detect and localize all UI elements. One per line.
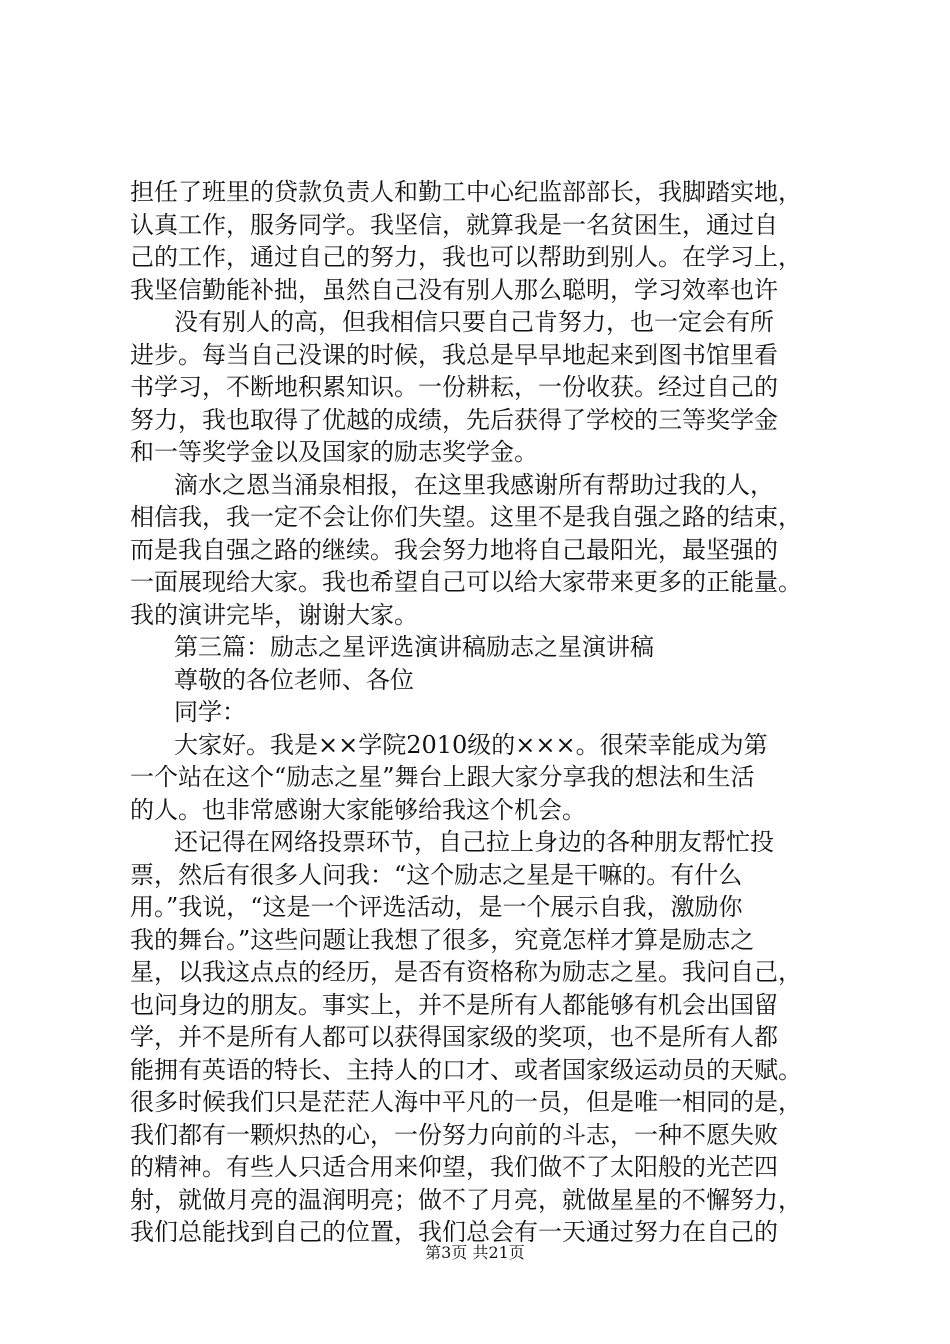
text-line: 我们都有一颗炽热的心，一份努力向前的斗志，一种不愿失败 — [130, 1120, 778, 1149]
text-line: 担任了班里的贷款负责人和勤工中心纪监部部长，我脚踏实地， — [130, 178, 802, 206]
text-line: 还记得在网络投票环节，自己拉上身边的各种朋友帮忙投 — [174, 828, 774, 856]
section-heading: 第三篇：励志之星评选演讲稿励志之星演讲稿 — [174, 633, 654, 661]
text-line: 射，就做月亮的温润明亮；做不了月亮，就做星星的不懈努力， — [130, 1185, 802, 1214]
text-line: 我的演讲完毕，谢谢大家。 — [130, 600, 418, 629]
text-line: 己的工作，通过自己的努力，我也可以帮助到别人。在学习上， — [130, 243, 802, 271]
text-line: 星，以我这点点的经历，是否有资格称为励志之星。我问自己， — [130, 958, 802, 986]
text-line: 学，并不是所有人都可以获得国家级的奖项，也不是所有人都 — [130, 1023, 778, 1051]
salutation-line: 同学： — [174, 698, 246, 726]
text-line: 我坚信勤能补拙，虽然自己没有别人那么聪明，学习效率也许 — [130, 275, 778, 304]
text-line: 认真工作，服务同学。我坚信，就算我是一名贫困生，通过自 — [130, 210, 778, 239]
text-line: 用。”我说，“这是一个评选活动，是一个展示自我，激励你 — [130, 893, 743, 921]
body-text — [130, 176, 830, 1249]
text-line: 的精神。有些人只适合用来仰望，我们做不了太阳般的光芒四 — [130, 1153, 778, 1181]
text-line: 而是我自强之路的继续。我会努力地将自己最阳光，最坚强的 — [130, 535, 778, 564]
text-line: 进步。每当自己没课的时候，我总是早早地起来到图书馆里看 — [130, 340, 778, 369]
text-line: 我们总能找到自己的位置，我们总会有一天通过努力在自己的 — [130, 1218, 778, 1246]
text-line: 努力，我也取得了优越的成绩，先后获得了学校的三等奖学金 — [130, 405, 778, 434]
text-line: 滴水之恩当涌泉相报，在这里我感谢所有帮助过我的人， — [174, 470, 774, 499]
text-line: 的人。也非常感谢大家能够给我这个机会。 — [130, 795, 586, 824]
text-line: 和一等奖学金以及国家的励志奖学金。 — [130, 438, 538, 466]
salutation-line: 尊敬的各位老师、各位 — [174, 665, 414, 694]
text-line: 没有别人的高，但我相信只要自己肯努力，也一定会有所 — [174, 308, 774, 336]
text-line: 相信我，我一定不会让你们失望。这里不是我自强之路的结束， — [130, 503, 802, 531]
text-line: 很多时候我们只是茫茫人海中平凡的一员，但是唯一相同的是， — [130, 1088, 802, 1116]
text-line: 票，然后有很多人问我：“这个励志之星是干嘛的。有什么 — [130, 860, 743, 889]
text-line: 一个站在这个“励志之星”舞台上跟大家分享我的想法和生活 — [130, 763, 755, 791]
text-line: 一面展现给大家。我也希望自己可以给大家带来更多的正能量。 — [130, 568, 802, 596]
text-line: 我的舞台。”这些问题让我想了很多，究竟怎样才算是励志之 — [130, 925, 755, 954]
text-line: 也问身边的朋友。事实上，并不是所有人都能够有机会出国留 — [130, 990, 778, 1019]
page-number-footer: 第3页 共21页 — [425, 1243, 525, 1262]
text-line: 大家好。我是××学院2010级的×××。很荣幸能成为第 — [174, 730, 768, 759]
text-line: 书学习，不断地积累知识。一份耕耘，一份收获。经过自己的 — [130, 373, 778, 401]
text-line: 能拥有英语的特长、主持人的口才、或者国家级运动员的天赋。 — [130, 1055, 802, 1084]
